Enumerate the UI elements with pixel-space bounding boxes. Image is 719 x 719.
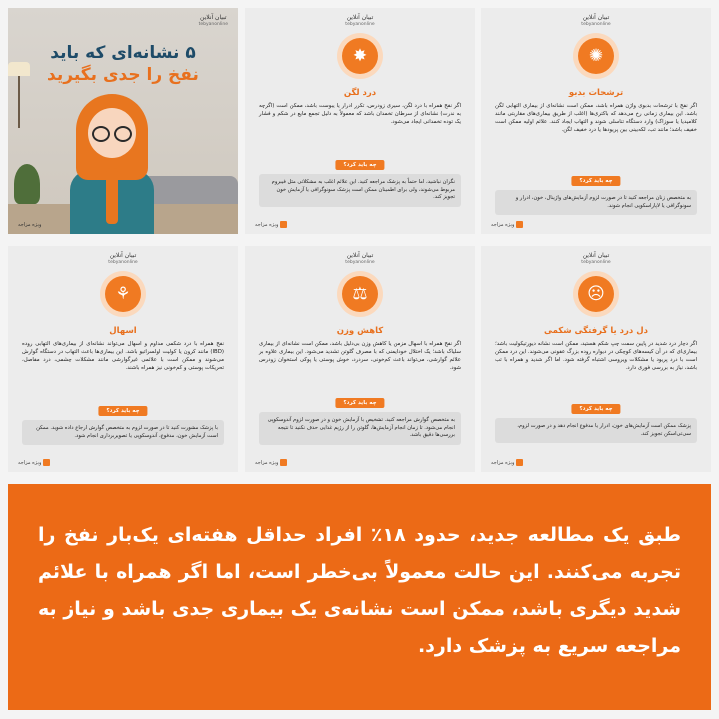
question-label: چه باید کرد؟ xyxy=(571,404,620,414)
toilet-icon: ⚘ xyxy=(105,276,141,312)
footer-mark-icon xyxy=(43,459,50,466)
tile-title: دل درد یا گرفتگی شکمی xyxy=(544,326,648,336)
brand-sub: tebyanonline xyxy=(345,22,375,27)
question-label: چه باید کرد؟ xyxy=(571,176,620,186)
tile-footer xyxy=(18,459,50,466)
tile-title: اسهال xyxy=(109,326,137,336)
footer-mark-icon xyxy=(516,221,523,228)
plant-illustration xyxy=(14,164,40,204)
brand-name: تبیان آنلاین xyxy=(109,252,137,259)
footer-text: ویژه مزاجه xyxy=(255,221,279,228)
brand-sub: tebyanonline xyxy=(345,260,375,265)
brand-name: تبیان آنلاین xyxy=(346,14,374,21)
footer-text: ویژه مزاجه xyxy=(491,221,515,228)
footer-mark-icon xyxy=(516,459,523,466)
cover-line-1: ۵ نشانه‌ای که باید xyxy=(50,43,196,63)
tile-weight-loss xyxy=(245,246,475,472)
cover-headline xyxy=(16,42,230,86)
footer-text: ویژه مزاجه xyxy=(18,459,42,466)
footer-mark-icon xyxy=(280,459,287,466)
tile-title: ترشحات بدبو xyxy=(568,88,624,98)
tile-pelvic-pain xyxy=(245,8,475,234)
tile-body: اگر نفخ با ترشحات بدبوی واژن همراه باشد، ممکن است نشانه‌ای از بیماری التهابی لگن باشد. این بیماری زمانی رخ می‌دهد که باکتری‌ها (اغلب از طریق بیماری‌های مقاربتی مانند کلامیدیا یا سوزاک) وارد دستگاه تناسلی شوند و التهاب ایجاد کنند. علائم اولیه ممکن است خفیف باشد؛ مانند تب، لکه‌بینی بین پریودها یا درد خفیف لگن. xyxy=(495,103,697,133)
brand-sub: tebyanonline xyxy=(198,22,228,27)
bloated-woman-illustration xyxy=(66,94,158,234)
question-label: چه باید کرد؟ xyxy=(335,160,384,170)
tile-body: اگر نفخ همراه با درد لگن، سیری زودرس، تکرر ادرار یا یبوست باشد، ممکن است (اگرچه به ندرت) نشانه‌ای از سرطان تخمدان باشد که معمولاً به دلیل تجمع مایع در شکم و فشار یک توده تخمدانی ایجاد می‌شود. xyxy=(259,103,461,125)
brand-name: تبیان آنلاین xyxy=(346,252,374,259)
brand-logo xyxy=(345,252,374,266)
tile-body: نفخ همراه با درد شکمی مداوم و اسهال می‌تواند نشانه‌ای از بیماری‌های التهابی روده (IBD) مانند کرون یا کولیت اولسراتیو باشد. این بیماری‌ها باعث التهاب در دستگاه گوارش می‌شوند و ممکن است با علائمی غیرگوارشی مانند مشکلات چشمی، درد مفاصل، تحریکات پوستی و کم‌خونی نیز همراه باشند. xyxy=(22,341,224,371)
cover-footer: ویژه مزاجه xyxy=(18,222,42,228)
tile-title: کاهش وزن xyxy=(336,326,384,336)
tile-footer xyxy=(255,459,287,466)
brand-name: تبیان آنلاین xyxy=(200,14,227,21)
tile-answer: نگران نباشید، اما حتماً به پزشک مراجعه کنید. این علائم اغلب به مشکلاتی مثل فیبروم مربوط می‌شوند، ولی برای اطمینان ممکن است پزشک سونوگرافی یا آزمایش خون تجویز کند. xyxy=(259,174,461,207)
tile-answer: پزشک ممکن است آزمایش‌های خون، ادرار یا مدفوع انجام دهد و در صورت لزوم، سی‌تی‌اسکن تجویز کند. xyxy=(495,418,697,443)
germ-icon: ✺ xyxy=(578,38,614,74)
brand-sub: tebyanonline xyxy=(581,260,611,265)
caption-banner xyxy=(8,484,711,710)
tile-footer xyxy=(491,221,523,228)
brand-logo xyxy=(581,252,610,266)
tile-foul-discharge xyxy=(481,8,711,234)
tile-answer: به متخصص گوارش مراجعه کنید. تشخیص با آزمایش خون و در صورت لزوم آندوسکوپی انجام می‌شود. تا زمان انجام آزمایش‌ها، گلوتن را از رژیم غذایی حذف نکنید تا نتیجه بررسی‌ها دقیق باشد. xyxy=(259,412,461,445)
brand-logo xyxy=(199,14,228,28)
question-label: چه باید کرد؟ xyxy=(98,406,147,416)
brand-sub: tebyanonline xyxy=(581,22,611,27)
brand-name: تبیان آنلاین xyxy=(582,252,610,259)
cramp-icon: ☹ xyxy=(578,276,614,312)
tile-answer: به متخصص زنان مراجعه کنید تا در صورت لزوم آزمایش‌های واژینال، خون، ادرار و سونوگرافی یا لاپاراسکوپی انجام شوند. xyxy=(495,190,697,215)
brand-sub: tebyanonline xyxy=(108,260,138,265)
tile-footer xyxy=(491,459,523,466)
brand-logo xyxy=(581,14,610,28)
footer-text: ویژه مزاجه xyxy=(255,459,279,466)
cover-tile xyxy=(8,8,238,234)
brand-logo xyxy=(108,252,137,266)
cover-line-2: نفخ را جدی بگیرید xyxy=(47,65,199,85)
tile-title: درد لگن xyxy=(343,88,377,98)
pelvis-pain-icon: ✸ xyxy=(342,38,378,74)
tile-body: اگر نفخ همراه با اسهال مزمن یا کاهش وزن بی‌دلیل باشد، ممکن است نشانه‌ای از بیماری سلیاک باشد؛ یک اختلال خودایمنی که با مصرف گلوتن تشدید می‌شود. این بیماری علاوه بر علائم گوارشی، می‌تواند باعث کم‌خونی، سردرد، خوش پوستی یا پوکی استخوان زودرس شود. xyxy=(259,341,461,371)
tile-body: اگر دچار درد شدید در پایین سمت چپ شکم هستید، ممکن است نشانه دیورتیکولیت باشد؛ بیماری‌ای که در آن کیسه‌های کوچکی در دیواره روده بزرگ عفونی می‌شوند. این درد ممکن است با درد پریود یا مشکلات ویروسی اشتباه گرفته شود. اما اگر شدید و همراه با تب باشد، نیاز به بررسی فوری دارد. xyxy=(495,341,697,371)
brand-logo xyxy=(345,14,374,28)
scale-icon: ⚖ xyxy=(342,276,378,312)
footer-mark-icon xyxy=(280,221,287,228)
tile-footer xyxy=(255,221,287,228)
question-label: چه باید کرد؟ xyxy=(335,398,384,408)
caption-text: طبق یک مطالعه جدید، حدود ۱۸٪ افراد حداقل هفته‌ای یک‌بار نفخ را تجربه می‌کنند. این حالت معمولاً بی‌خطر است، اما اگر همراه با علائم شدید دیگری باشد، ممکن است نشانه‌ی یک بیماری جدی باشد و نیاز به مراجعه سریع به پزشک دارد. xyxy=(38,524,681,657)
tile-answer: با پزشک مشورت کنید تا در صورت لزوم به متخصص گوارش ارجاع داده شوید. ممکن است آزمایش خون، مدفوع، آندوسکوپی یا تصویربرداری انجام شود. xyxy=(22,420,224,445)
footer-text: ویژه مزاجه xyxy=(491,459,515,466)
tile-diarrhea xyxy=(8,246,238,472)
brand-name: تبیان آنلاین xyxy=(582,14,610,21)
tile-abdominal-cramp xyxy=(481,246,711,472)
